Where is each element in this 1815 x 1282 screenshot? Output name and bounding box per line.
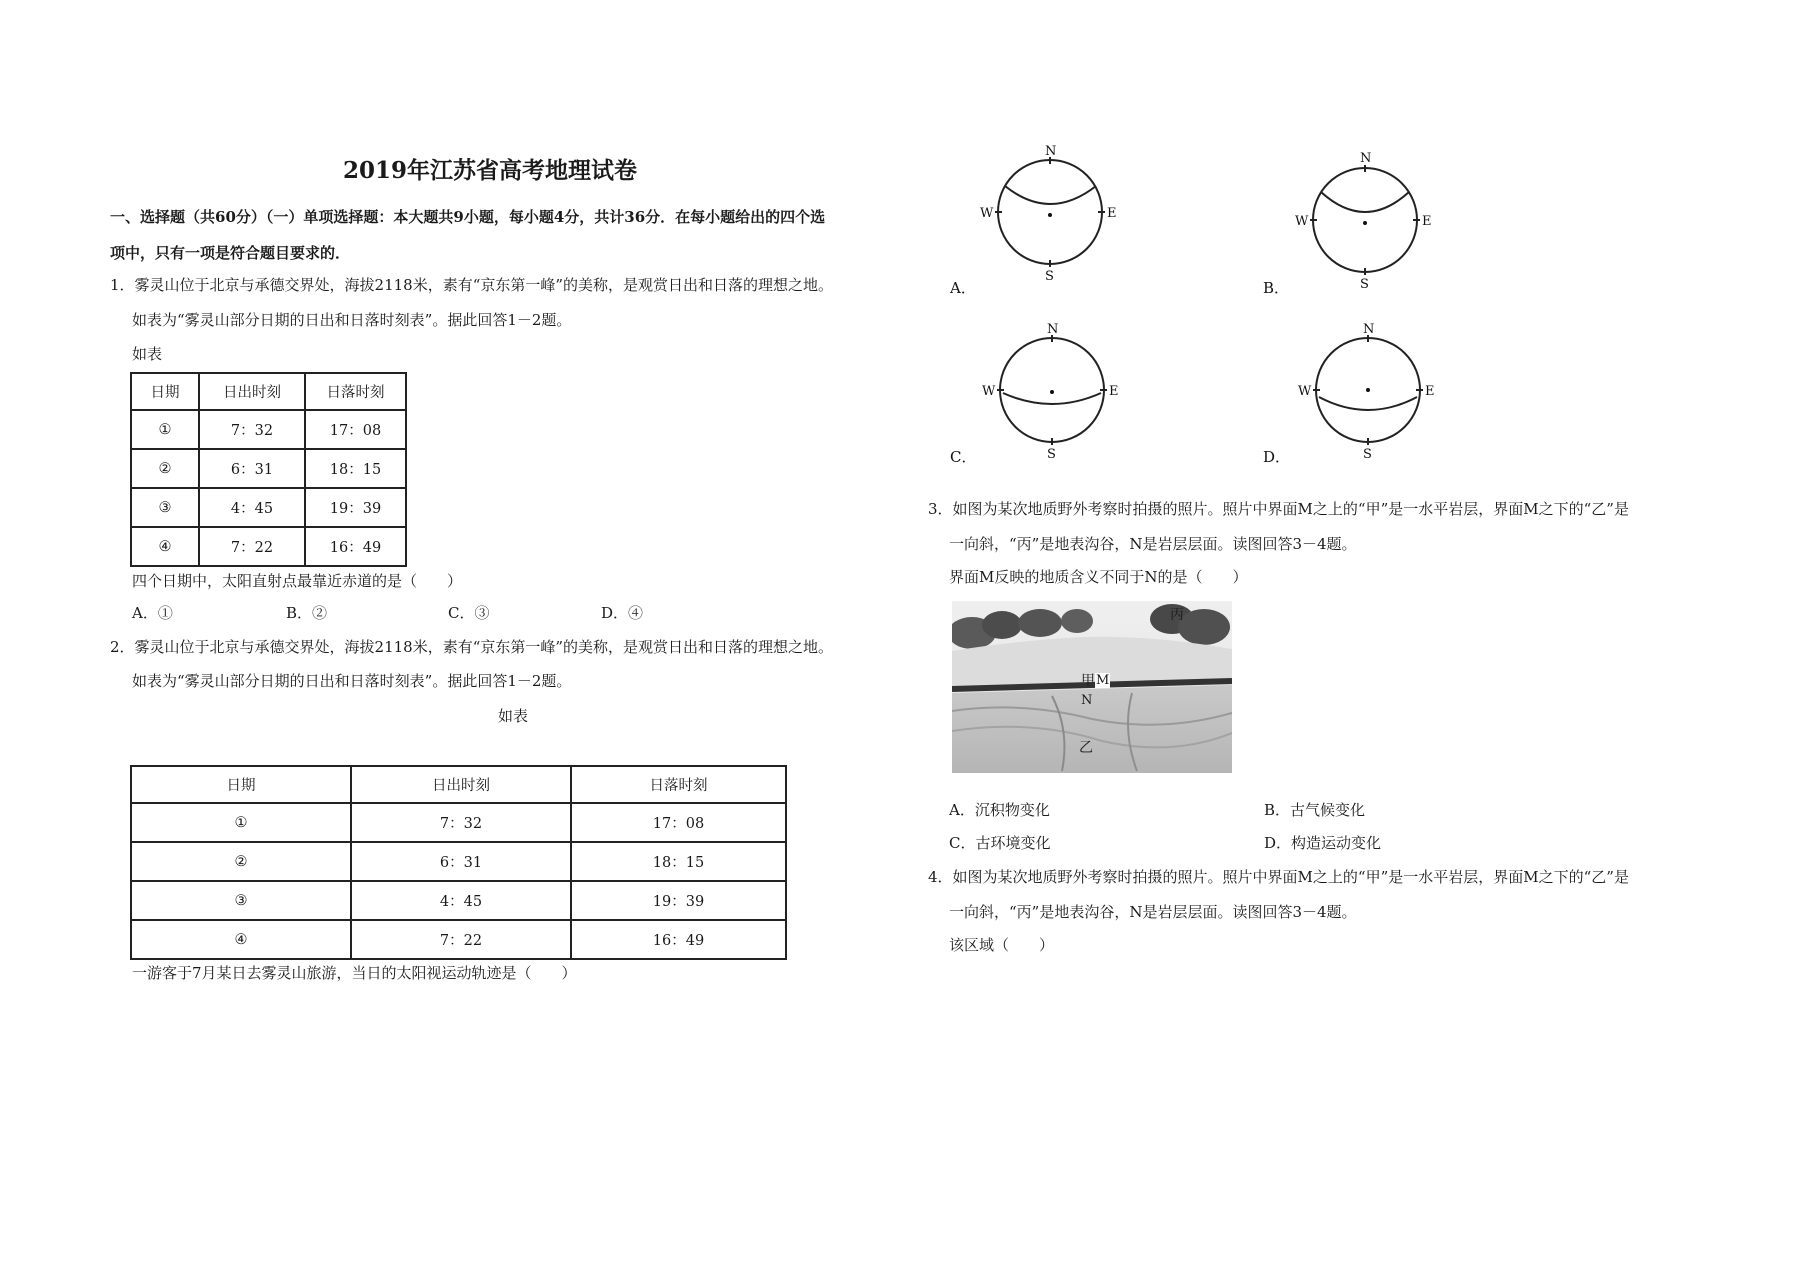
compass-n-label: N [1045,144,1057,159]
table-header-row [131,373,406,410]
q1-question: 四个日期中，太阳直射点最靠近赤道的是（ ） [132,572,463,590]
compass-e-label: E [1425,384,1435,399]
sunset-cell: 17：08 [305,410,406,449]
geology-photo [952,601,1232,773]
diagram-label-b[interactable]: B． [1263,279,1290,297]
compass-n-label: N [1360,151,1372,166]
q1-table-caption: 如表 [132,345,163,363]
sunset-cell: 18：15 [571,842,786,881]
compass-w-label: W [980,206,994,221]
q3-option-a[interactable]: A．沉积物变化 [949,801,1050,819]
q2-sunrise-table [130,765,787,960]
compass-w-label: W [1298,384,1312,399]
diagram-label-c[interactable]: C． [950,448,977,466]
compass-e-label: E [1422,214,1432,229]
compass-s-label: S [1047,447,1056,462]
header-date: 日期 [131,766,351,803]
sun-path-diagram-c [950,322,1119,466]
sunset-cell: 19：39 [571,881,786,920]
sunrise-cell: 6：31 [199,449,305,488]
q1-option-c[interactable]: C．③ [448,604,490,622]
q3-stem-line2: 一向斜，“丙”是地表沟谷，N是岩层层面。读图回答3－4题。 [949,535,1357,553]
sun-path-diagram-b [1263,151,1432,297]
sunrise-cell: 7：22 [351,920,571,959]
label-bing: 丙 [1170,607,1184,623]
sunset-cell: 19：39 [305,488,406,527]
section-header-line1: 一、选择题（共60分）（一）单项选择题：本大题共9小题，每小题4分，共计36分．在每小题给出的四个选 [110,208,826,226]
label-jia: 甲 [1081,673,1095,689]
sun-path-diagrams [945,140,1465,470]
compass-w-label: W [982,384,996,399]
table-row [131,881,786,920]
q3-stem-line1: 3．如图为某次地质野外考察时拍摄的照片。照片中界面M之上的“甲”是一水平岩层，界面M之下的“乙”是 [928,500,1629,518]
page-title: 2019年江苏省高考地理试卷 [343,157,638,184]
table-row [131,920,786,959]
header-sunset: 日落时刻 [305,373,406,410]
q4-stem-line2: 一向斜，“丙”是地表沟谷，N是岩层层面。读图回答3－4题。 [949,903,1357,921]
table-row [131,410,406,449]
compass-w-label: W [1295,214,1309,229]
compass-n-label: N [1363,322,1375,337]
compass-n-label: N [1047,322,1059,337]
compass-s-label: S [1363,447,1372,462]
q1-option-b[interactable]: B．② [286,604,328,622]
date-cell: ② [131,842,351,881]
sunset-cell: 17：08 [571,803,786,842]
header-date: 日期 [131,373,199,410]
table-row [131,449,406,488]
sunrise-cell: 7：32 [351,803,571,842]
q2-stem-line1: 2．雾灵山位于北京与承德交界处，海拔2118米，素有“京东第一峰”的美称，是观赏日出和日落的理想之地。 [110,638,834,656]
q2-question: 一游客于7月某日去雾灵山旅游，当日的太阳视运动轨迹是（ ） [132,964,577,982]
q4-stem-line1: 4．如图为某次地质野外考察时拍摄的照片。照片中界面M之上的“甲”是一水平岩层，界面M之下的“乙”是 [928,868,1629,886]
label-yi: 乙 [1079,740,1093,756]
table-row [131,803,786,842]
header-sunrise: 日出时刻 [351,766,571,803]
q3-option-c[interactable]: C．古环境变化 [949,834,1051,852]
sun-path-diagram-d [1263,322,1435,466]
sun-path-diagram-a [949,144,1117,297]
compass-s-label: S [1045,269,1054,284]
q1-sunrise-table [130,372,407,567]
table-row [131,527,406,566]
date-cell: ④ [131,527,199,566]
date-cell: ③ [131,881,351,920]
sunset-cell: 16：49 [305,527,406,566]
section-header-line2: 项中，只有一项是符合题目要求的． [110,244,351,262]
date-cell: ② [131,449,199,488]
table-row [131,488,406,527]
header-sunrise: 日出时刻 [199,373,305,410]
sunrise-cell: 6：31 [351,842,571,881]
q2-table-caption: 如表 [498,707,529,725]
compass-e-label: E [1107,206,1117,221]
sunrise-cell: 7：32 [199,410,305,449]
q3-option-b[interactable]: B．古气候变化 [1264,801,1366,819]
table-row [131,842,786,881]
q1-stem-line2: 如表为“雾灵山部分日期的日出和日落时刻表”。据此回答1－2题。 [132,311,572,329]
label-m: M [1096,673,1110,688]
compass-e-label: E [1109,384,1119,399]
q4-question: 该区域（ ） [949,936,1055,954]
header-sunset: 日落时刻 [571,766,786,803]
diagram-label-d[interactable]: D． [1263,448,1291,466]
label-n: N [1081,693,1093,708]
q1-option-d[interactable]: D．④ [601,604,644,622]
date-cell: ① [131,803,351,842]
date-cell: ④ [131,920,351,959]
sunrise-cell: 4：45 [351,881,571,920]
sunset-cell: 18：15 [305,449,406,488]
q3-option-d[interactable]: D．构造运动变化 [1264,834,1382,852]
q1-option-a[interactable]: A．① [132,604,173,622]
diagram-label-a[interactable]: A． [950,279,976,297]
q1-stem-line1: 1．雾灵山位于北京与承德交界处，海拔2118米，素有“京东第一峰”的美称，是观赏日出和日落的理想之地。 [110,276,834,294]
sunrise-cell: 7：22 [199,527,305,566]
compass-s-label: S [1360,277,1369,292]
date-cell: ① [131,410,199,449]
q2-stem-line2: 如表为“雾灵山部分日期的日出和日落时刻表”。据此回答1－2题。 [132,672,572,690]
table-header-row [131,766,786,803]
sunset-cell: 16：49 [571,920,786,959]
date-cell: ③ [131,488,199,527]
sunrise-cell: 4：45 [199,488,305,527]
q3-question: 界面M反映的地质含义不同于N的是（ ） [949,568,1248,586]
